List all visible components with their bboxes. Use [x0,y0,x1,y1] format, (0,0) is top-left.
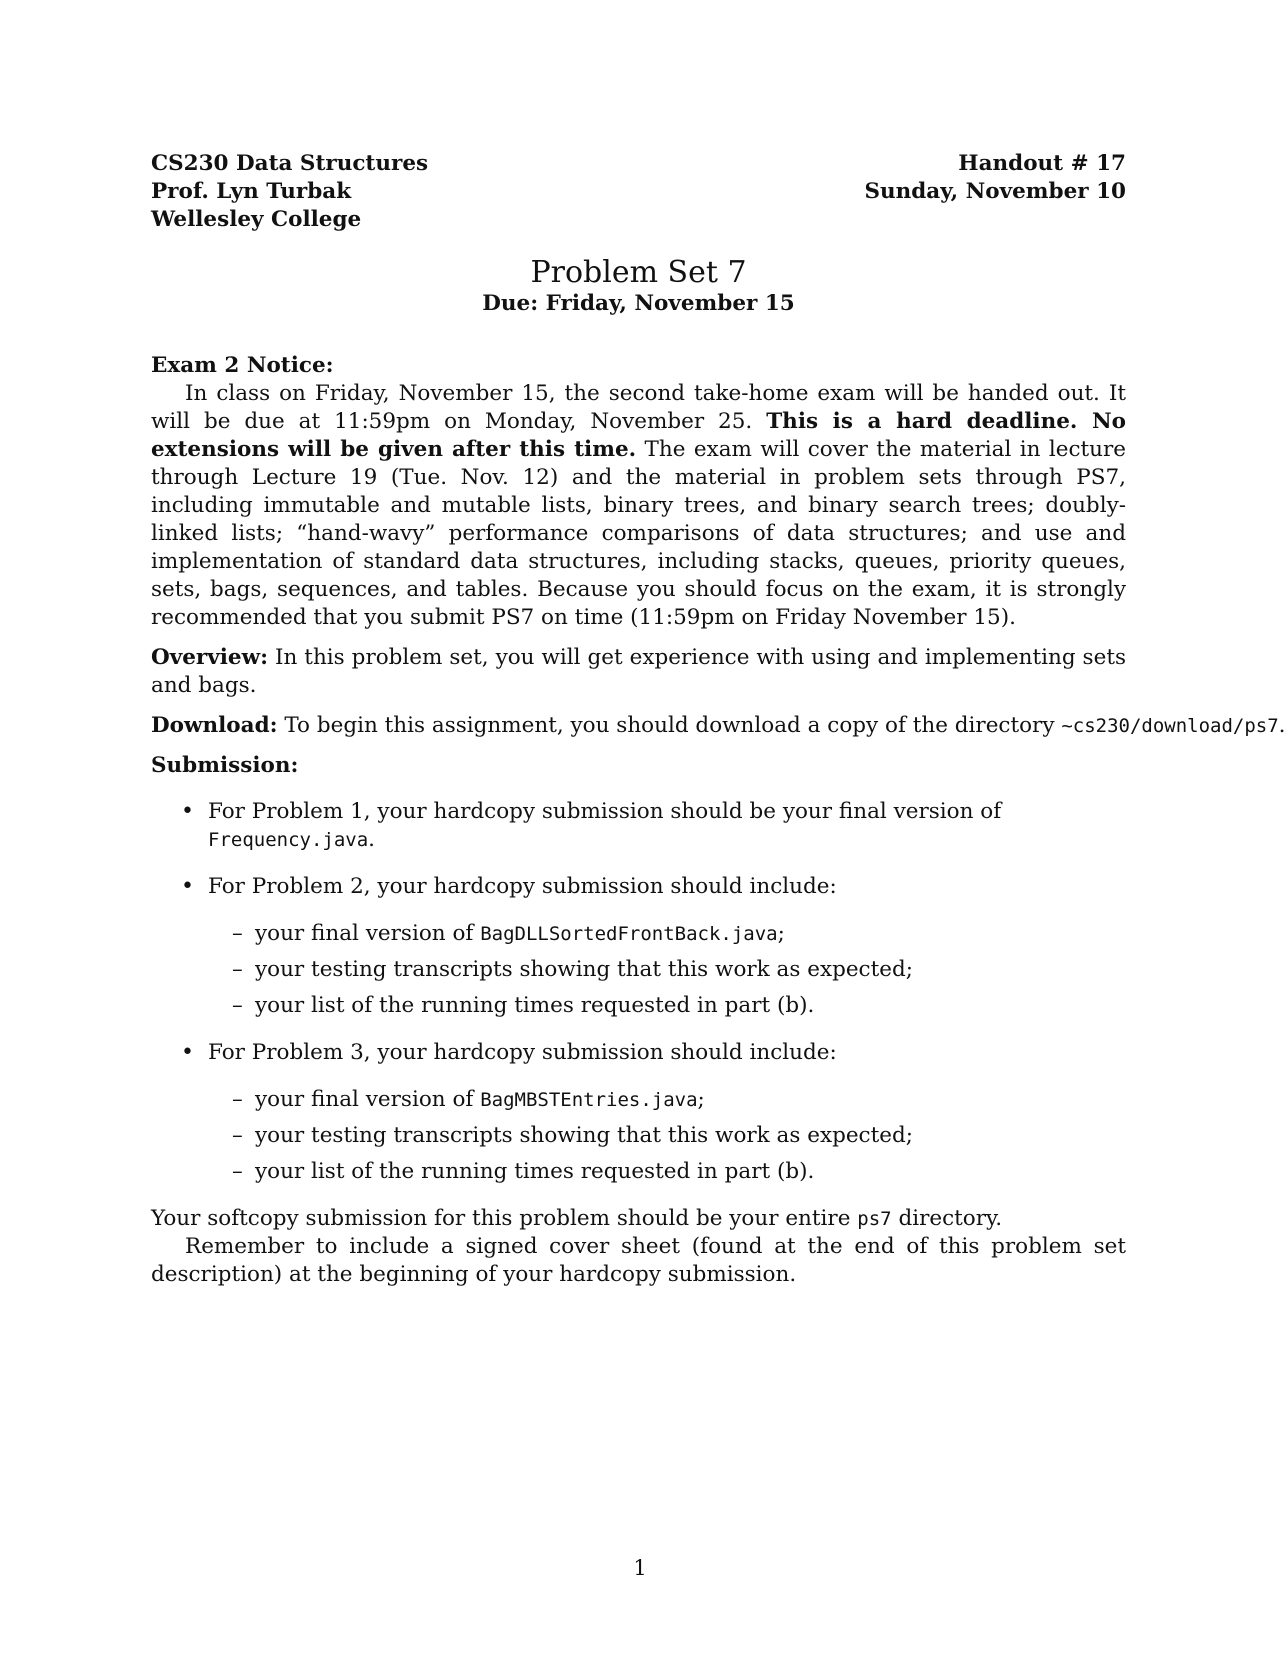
problem-1-item [151,798,1126,854]
course-name: CS230 Data Structures [151,151,429,176]
problem-3-text: For Problem 3, your hardcopy submission should include: [208,1040,837,1065]
overview-paragraph [151,644,1126,700]
problem-1-text: For Problem 1, your hardcopy submission should be your final version of [208,799,1002,824]
exam-notice-heading: Exam 2 Notice: [151,353,334,378]
page-title: Problem Set 7 [530,255,747,290]
overview-label: Overview: [151,645,269,670]
exam-deadline-bold: This is a hard deadline. No extensions will be given after this time. [151,409,1126,462]
problem-2-item [151,873,1126,1020]
softcopy-end: directory. [898,1206,1003,1231]
problem-2-text: For Problem 2, your hardcopy submission should include: [208,874,837,899]
softcopy-text: Your softcopy submission for this problem should be your entire [151,1206,851,1231]
softcopy-paragraph [151,1205,1126,1233]
document-header [151,150,1126,234]
problem-3-sub-3: – your list of the running times requested in part (b). [208,1158,1126,1186]
problem-2-file: BagDLLSortedFrontBack.java [480,923,778,945]
overview-text: In this problem set, you will get experience with using and implementing sets and bags. [151,645,1126,698]
download-end: . [1278,713,1286,738]
problem-2-sub-3: – your list of the running times requested in part (b). [208,992,1126,1020]
problem-3-file: BagMBSTEntries.java [480,1089,698,1111]
college-name: Wellesley College [151,207,362,232]
handout-number: Handout # 17 [958,151,1126,176]
page-number: 1 [633,1556,647,1580]
exam-text-2: The exam will cover the material in lecture through Lecture 19 (Tue. Nov. 12) and the material in problem sets through PS7, including immutable and mutable lists, binary trees, and binary search trees; doubly-linked lists; “hand-wavy” performance comparisons of data structures; and use and implementation of standard data structures, including stacks, queues, priority queues, sets, bags, sequences, and tables. Because you should focus on the exam, it is strongly recommended that you submit PS7 on time (11:59pm on Friday November 15). [151,437,1127,630]
problem-3-sub-1 [208,1086,1126,1114]
exam-notice-paragraph [151,380,1126,632]
problem-2-sub-1 [208,920,1126,948]
problem-1-end: . [368,827,375,852]
problem-2-sublist [208,920,1126,1020]
problem-3-sublist [208,1086,1126,1186]
problem-1-file: Frequency.java [208,829,369,851]
problem-2-sub-1-text: your final version of [255,921,474,946]
download-paragraph [151,712,1286,740]
problem-3-sub-1-end: ; [697,1087,705,1112]
problem-2-sub-1-end: ; [777,921,785,946]
softcopy-directory: ps7 [857,1208,892,1230]
submission-list [151,798,1126,1186]
problem-3-sub-1-text: your final version of [255,1087,474,1112]
submission-heading: Submission: [151,753,299,778]
handout-date: Sunday, November 10 [864,179,1126,204]
professor-name: Prof. Lyn Turbak [151,179,352,204]
download-text: To begin this assignment, you should download a copy of the directory [284,713,1055,738]
title-block [151,256,1126,318]
problem-2-sub-2: – your testing transcripts showing that this work as expected; [208,956,1126,984]
download-path: ~cs230/download/ps7 [1061,715,1279,737]
document-page [151,150,1286,1289]
due-date: Due: Friday, November 15 [482,291,795,316]
problem-3-item [151,1039,1126,1186]
reminder-paragraph: Remember to include a signed cover sheet (found at the end of this problem set description) at the beginning of your hardcopy submission. [151,1234,1126,1287]
download-label: Download: [151,713,278,738]
exam-text-1: In class on Friday, November 15, the second take-home exam will be handed out. It will be due at 11:59pm on Monday, November 25. [151,381,1126,434]
problem-3-sub-2: – your testing transcripts showing that this work as expected; [208,1122,1126,1150]
